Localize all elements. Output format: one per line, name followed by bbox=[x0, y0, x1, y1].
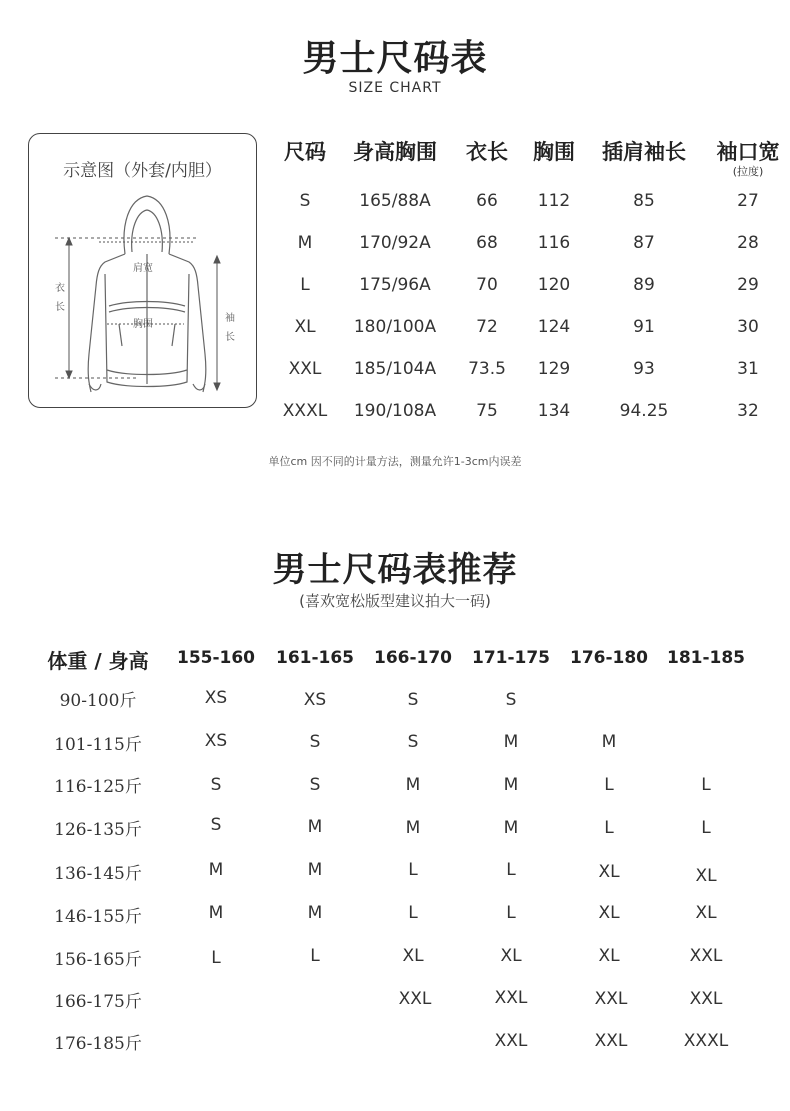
header-chest: 胸围 bbox=[533, 140, 575, 164]
rec-cell: XL bbox=[598, 862, 620, 882]
weight-label: 116-125斤 bbox=[54, 777, 142, 797]
diagram-caption: 示意图（外套/内胆） bbox=[63, 161, 222, 181]
rec-cell: M bbox=[405, 818, 421, 838]
height-col-header: 155-160 bbox=[176, 648, 256, 668]
size-cell: 91 bbox=[633, 317, 655, 337]
rec-cell: S bbox=[309, 732, 321, 752]
rec-cell: M bbox=[503, 775, 519, 795]
header-size: 尺码 bbox=[284, 140, 326, 164]
rec-cell: XXL bbox=[494, 1031, 528, 1051]
rec-cell: S bbox=[210, 775, 222, 795]
rec-cell: XL bbox=[695, 866, 717, 886]
size-cell: 29 bbox=[737, 275, 759, 295]
rec-cell: XL bbox=[598, 903, 620, 923]
rec-cell: M bbox=[208, 860, 224, 880]
rec-cell: XS bbox=[204, 731, 228, 751]
rec-cell: M bbox=[307, 903, 323, 923]
size-cell: XXL bbox=[288, 359, 322, 379]
height-col-header: 171-175 bbox=[471, 648, 551, 668]
rec-cell: L bbox=[701, 775, 711, 795]
size-cell: 120 bbox=[537, 275, 571, 295]
rec-cell: M bbox=[503, 818, 519, 838]
size-chart-title: 男士尺码表 bbox=[302, 38, 488, 79]
weight-label: 176-185斤 bbox=[54, 1034, 142, 1054]
rec-cell: L bbox=[604, 818, 614, 838]
size-cell: 31 bbox=[737, 359, 759, 379]
rec-cell: XL bbox=[598, 946, 620, 966]
rec-cell: XXL bbox=[689, 989, 723, 1009]
size-cell: 94.25 bbox=[619, 401, 669, 421]
rec-cell: M bbox=[307, 860, 323, 880]
size-cell: 165/88A bbox=[359, 191, 431, 211]
header-sleeve: 插肩袖长 bbox=[602, 140, 686, 164]
rec-cell: XXL bbox=[594, 989, 628, 1009]
rec-cell: L bbox=[506, 860, 516, 880]
size-cell: 185/104A bbox=[353, 359, 437, 379]
header-cuff-sub: (拉度) bbox=[732, 165, 764, 178]
rec-cell: XXL bbox=[398, 989, 432, 1009]
rec-cell: M bbox=[307, 817, 323, 837]
size-chart-subtitle: SIZE CHART bbox=[348, 80, 442, 96]
header-length: 衣长 bbox=[466, 140, 508, 164]
rec-cell: XL bbox=[695, 903, 717, 923]
rec-cell: XS bbox=[204, 688, 228, 708]
height-col-header: 166-170 bbox=[373, 648, 453, 668]
rec-cell: M bbox=[601, 732, 617, 752]
size-cell: 116 bbox=[537, 233, 571, 253]
size-cell: 27 bbox=[737, 191, 759, 211]
height-col-header: 161-165 bbox=[275, 648, 355, 668]
size-cell: XXXL bbox=[282, 401, 328, 421]
height-col-header: 176-180 bbox=[569, 648, 649, 668]
size-cell: L bbox=[300, 275, 310, 295]
weight-height-header: 体重 / 身高 bbox=[47, 649, 149, 673]
rec-cell: S bbox=[407, 690, 419, 710]
weight-label: 166-175斤 bbox=[54, 992, 142, 1012]
rec-cell: L bbox=[408, 860, 418, 880]
size-cell: M bbox=[297, 233, 313, 253]
rec-cell: XL bbox=[500, 946, 522, 966]
rec-cell: L bbox=[310, 946, 320, 966]
size-cell: 89 bbox=[633, 275, 655, 295]
size-cell: 175/96A bbox=[359, 275, 431, 295]
size-cell: 87 bbox=[633, 233, 655, 253]
rec-cell: XS bbox=[303, 690, 327, 710]
weight-label: 90-100斤 bbox=[59, 691, 137, 711]
size-cell: 68 bbox=[476, 233, 498, 253]
size-cell: 28 bbox=[737, 233, 759, 253]
rec-cell: M bbox=[405, 775, 421, 795]
rec-cell: L bbox=[506, 903, 516, 923]
jacket-illustration bbox=[29, 174, 255, 394]
chest-label: 胸围 bbox=[133, 319, 153, 330]
rec-cell: L bbox=[211, 948, 221, 968]
size-cell: 66 bbox=[476, 191, 498, 211]
size-cell: 112 bbox=[537, 191, 571, 211]
recommend-title: 男士尺码表推荐 bbox=[272, 550, 518, 590]
size-cell: 72 bbox=[476, 317, 498, 337]
header-cuff: 袖口宽 bbox=[716, 140, 780, 164]
size-cell: 32 bbox=[737, 401, 759, 421]
rec-cell: XXL bbox=[494, 988, 528, 1008]
size-cell: 170/92A bbox=[359, 233, 431, 253]
size-cell: 134 bbox=[537, 401, 571, 421]
weight-label: 156-165斤 bbox=[54, 950, 142, 970]
sleeve-label-2: 长 bbox=[225, 332, 235, 343]
weight-label: 126-135斤 bbox=[54, 820, 142, 840]
rec-cell: S bbox=[407, 732, 419, 752]
garment-diagram bbox=[28, 133, 257, 408]
rec-cell: S bbox=[505, 690, 517, 710]
size-cell: 190/108A bbox=[353, 401, 437, 421]
length-label-1: 衣 bbox=[55, 283, 65, 294]
rec-cell: S bbox=[309, 775, 321, 795]
measurement-note: 单位cm 因不同的计量方法，测量允许1-3cm内误差 bbox=[268, 455, 522, 468]
rec-cell: S bbox=[210, 815, 222, 835]
sleeve-label-1: 袖 bbox=[225, 313, 235, 324]
rec-cell: XXL bbox=[689, 946, 723, 966]
header-height-chest: 身高胸围 bbox=[353, 140, 437, 164]
height-col-header: 181-185 bbox=[666, 648, 746, 668]
weight-label: 146-155斤 bbox=[54, 907, 142, 927]
rec-cell: XL bbox=[402, 946, 424, 966]
size-cell: 124 bbox=[537, 317, 571, 337]
size-cell: 70 bbox=[476, 275, 498, 295]
size-cell: 30 bbox=[737, 317, 759, 337]
rec-cell: L bbox=[604, 775, 614, 795]
size-cell: S bbox=[299, 191, 311, 211]
rec-cell: L bbox=[701, 818, 711, 838]
size-cell: 73.5 bbox=[468, 359, 506, 379]
rec-cell: L bbox=[408, 903, 418, 923]
weight-label: 136-145斤 bbox=[54, 864, 142, 884]
size-cell: 85 bbox=[633, 191, 655, 211]
rec-cell: M bbox=[503, 732, 519, 752]
rec-cell: XXXL bbox=[683, 1031, 729, 1051]
shoulder-label: 肩宽 bbox=[133, 263, 153, 274]
size-cell: 75 bbox=[476, 401, 498, 421]
rec-cell: XXL bbox=[594, 1031, 628, 1051]
size-cell: 93 bbox=[633, 359, 655, 379]
size-cell: 129 bbox=[537, 359, 571, 379]
recommend-subtitle: (喜欢宽松版型建议拍大一码) bbox=[299, 592, 491, 610]
weight-label: 101-115斤 bbox=[54, 735, 142, 755]
length-label-2: 长 bbox=[55, 302, 65, 313]
size-cell: XL bbox=[294, 317, 316, 337]
size-cell: 180/100A bbox=[353, 317, 437, 337]
rec-cell: M bbox=[208, 903, 224, 923]
